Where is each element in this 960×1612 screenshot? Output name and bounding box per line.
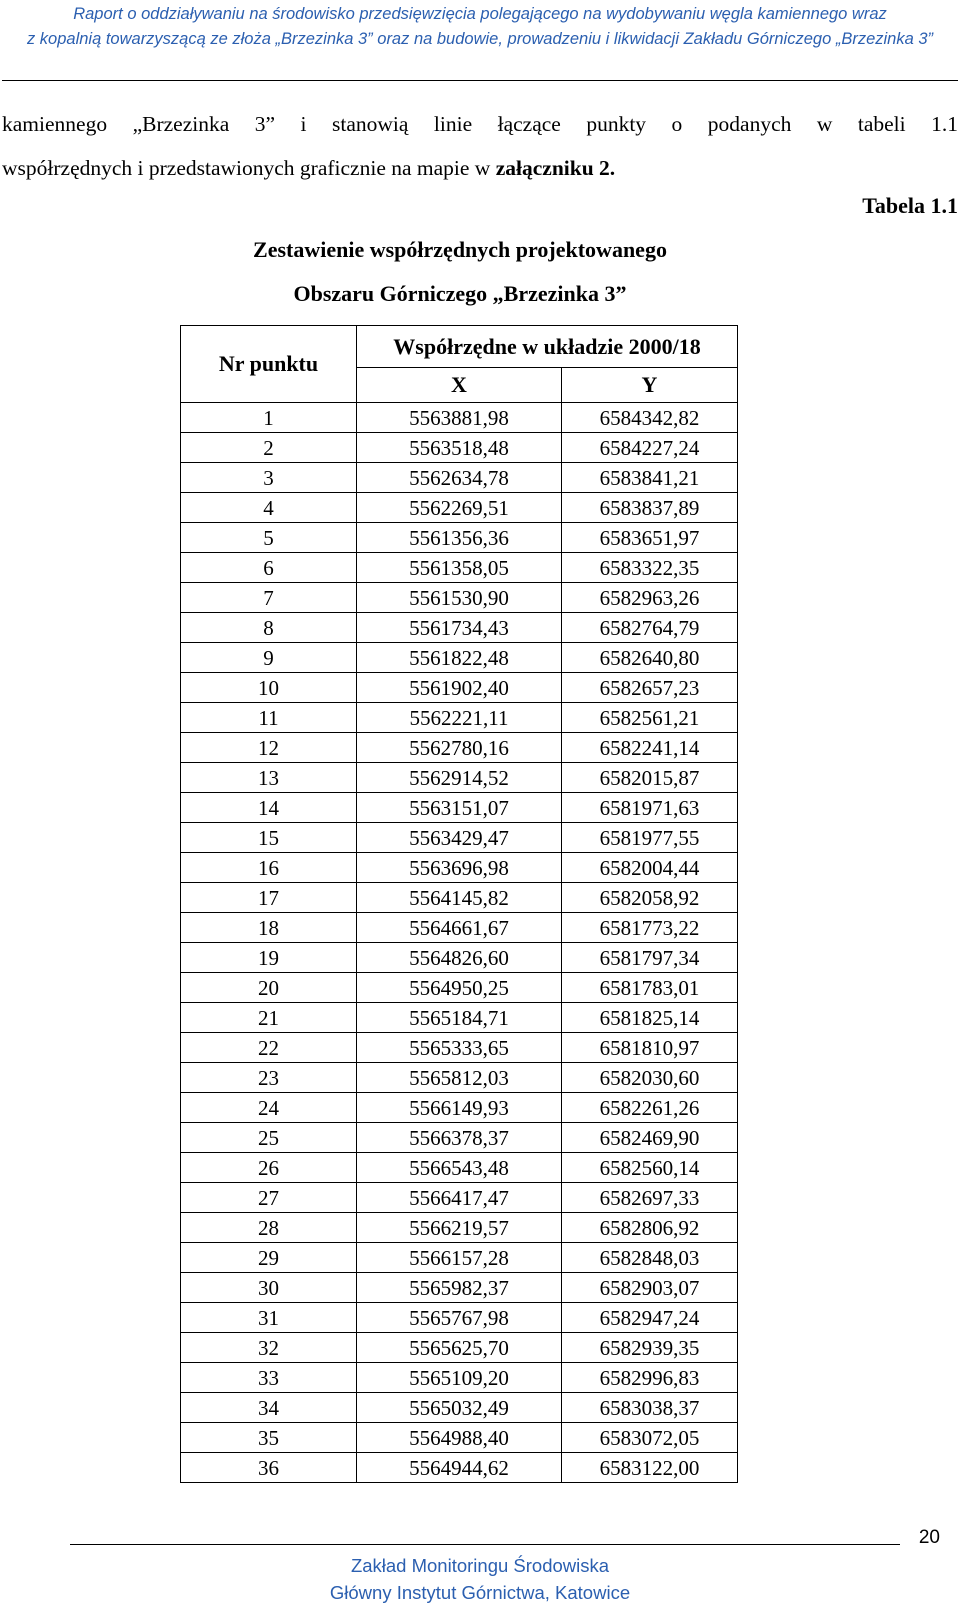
table-caption-line-2: Obszaru Górniczego „Brzezinka 3” xyxy=(293,281,627,306)
cell-x: 5566417,47 xyxy=(357,1183,562,1213)
cell-x: 5564944,62 xyxy=(357,1453,562,1483)
cell-x: 5562221,11 xyxy=(357,703,562,733)
paragraph-line-2-text: współrzędnych i przedstawionych graficznie na mapie w xyxy=(2,156,496,180)
cell-x: 5561356,36 xyxy=(357,523,562,553)
cell-y: 6582058,92 xyxy=(562,883,738,913)
cell-y: 6581797,34 xyxy=(562,943,738,973)
cell-point-number: 5 xyxy=(181,523,357,553)
table-row xyxy=(181,1243,738,1273)
cell-y: 6582030,60 xyxy=(562,1063,738,1093)
column-header-coordinates: Współrzędne w układzie 2000/18 xyxy=(357,326,738,368)
cell-point-number: 17 xyxy=(181,883,357,913)
cell-y: 6582697,33 xyxy=(562,1183,738,1213)
footer-rule xyxy=(70,1544,900,1545)
cell-y: 6583072,05 xyxy=(562,1423,738,1453)
cell-point-number: 33 xyxy=(181,1363,357,1393)
cell-y: 6582903,07 xyxy=(562,1273,738,1303)
cell-y: 6582640,80 xyxy=(562,643,738,673)
attachment-reference: załączniku 2. xyxy=(495,156,616,180)
cell-x: 5563151,07 xyxy=(357,793,562,823)
table-row xyxy=(181,403,738,433)
cell-point-number: 4 xyxy=(181,493,357,523)
cell-x: 5566149,93 xyxy=(357,1093,562,1123)
cell-y: 6582963,26 xyxy=(562,583,738,613)
cell-point-number: 25 xyxy=(181,1123,357,1153)
table-header-row xyxy=(181,326,738,368)
cell-x: 5565812,03 xyxy=(357,1063,562,1093)
cell-y: 6582806,92 xyxy=(562,1213,738,1243)
cell-y: 6584342,82 xyxy=(562,403,738,433)
table-row xyxy=(181,1153,738,1183)
table-row xyxy=(181,1273,738,1303)
cell-y: 6582241,14 xyxy=(562,733,738,763)
cell-y: 6582657,23 xyxy=(562,673,738,703)
cell-x: 5561902,40 xyxy=(357,673,562,703)
cell-x: 5566219,57 xyxy=(357,1213,562,1243)
footer-line-2: Główny Instytut Górnictwa, Katowice xyxy=(329,1582,631,1603)
table-row xyxy=(181,1063,738,1093)
coordinates-table xyxy=(180,325,738,1483)
paragraph-line-2 xyxy=(2,146,958,190)
cell-y: 6583122,00 xyxy=(562,1453,738,1483)
cell-x: 5563429,47 xyxy=(357,823,562,853)
cell-x: 5565625,70 xyxy=(357,1333,562,1363)
table-row xyxy=(181,943,738,973)
cell-y: 6581825,14 xyxy=(562,1003,738,1033)
cell-y: 6583837,89 xyxy=(562,493,738,523)
cell-point-number: 23 xyxy=(181,1063,357,1093)
cell-x: 5564826,60 xyxy=(357,943,562,973)
cell-point-number: 15 xyxy=(181,823,357,853)
cell-y: 6581773,22 xyxy=(562,913,738,943)
cell-point-number: 32 xyxy=(181,1333,357,1363)
cell-y: 6583651,97 xyxy=(562,523,738,553)
cell-y: 6581783,01 xyxy=(562,973,738,1003)
column-header-y: Y xyxy=(562,368,738,403)
table-row xyxy=(181,703,738,733)
cell-point-number: 11 xyxy=(181,703,357,733)
body-paragraph xyxy=(2,102,958,190)
table-row xyxy=(181,493,738,523)
paragraph-line-1: kamiennego „Brzezinka 3” i stanowią linie łączące punkty o podanych w tabeli 1.1 xyxy=(2,112,958,136)
table-row xyxy=(181,733,738,763)
table-row xyxy=(181,433,738,463)
cell-y: 6581971,63 xyxy=(562,793,738,823)
cell-x: 5565982,37 xyxy=(357,1273,562,1303)
table-row xyxy=(181,1213,738,1243)
cell-point-number: 22 xyxy=(181,1033,357,1063)
cell-y: 6582996,83 xyxy=(562,1363,738,1393)
cell-x: 5563881,98 xyxy=(357,403,562,433)
table-caption-line-1: Zestawienie współrzędnych projektowanego xyxy=(253,237,667,262)
cell-x: 5562914,52 xyxy=(357,763,562,793)
cell-point-number: 8 xyxy=(181,613,357,643)
cell-x: 5565109,20 xyxy=(357,1363,562,1393)
cell-point-number: 13 xyxy=(181,763,357,793)
cell-point-number: 7 xyxy=(181,583,357,613)
cell-point-number: 30 xyxy=(181,1273,357,1303)
cell-point-number: 6 xyxy=(181,553,357,583)
cell-x: 5561530,90 xyxy=(357,583,562,613)
cell-x: 5564661,67 xyxy=(357,913,562,943)
cell-y: 6582561,21 xyxy=(562,703,738,733)
cell-point-number: 27 xyxy=(181,1183,357,1213)
cell-point-number: 29 xyxy=(181,1243,357,1273)
table-row xyxy=(181,1183,738,1213)
page-footer xyxy=(0,1552,960,1606)
cell-point-number: 16 xyxy=(181,853,357,883)
table-row xyxy=(181,1363,738,1393)
cell-point-number: 10 xyxy=(181,673,357,703)
cell-x: 5563518,48 xyxy=(357,433,562,463)
table-row xyxy=(181,1453,738,1483)
cell-y: 6582939,35 xyxy=(562,1333,738,1363)
cell-y: 6583322,35 xyxy=(562,553,738,583)
table-row xyxy=(181,1423,738,1453)
cell-point-number: 19 xyxy=(181,943,357,973)
page-header xyxy=(0,2,960,52)
cell-point-number: 36 xyxy=(181,1453,357,1483)
cell-y: 6582469,90 xyxy=(562,1123,738,1153)
table-row xyxy=(181,1033,738,1063)
column-header-point: Nr punktu xyxy=(181,326,357,403)
cell-x: 5564950,25 xyxy=(357,973,562,1003)
cell-x: 5566378,37 xyxy=(357,1123,562,1153)
cell-y: 6582261,26 xyxy=(562,1093,738,1123)
table-row xyxy=(181,613,738,643)
cell-y: 6582764,79 xyxy=(562,613,738,643)
table-body xyxy=(181,403,738,1483)
cell-x: 5566543,48 xyxy=(357,1153,562,1183)
cell-x: 5565333,65 xyxy=(357,1033,562,1063)
table-row xyxy=(181,1003,738,1033)
cell-x: 5561822,48 xyxy=(357,643,562,673)
cell-x: 5565032,49 xyxy=(357,1393,562,1423)
cell-y: 6582015,87 xyxy=(562,763,738,793)
cell-y: 6582947,24 xyxy=(562,1303,738,1333)
table-row xyxy=(181,643,738,673)
cell-x: 5564145,82 xyxy=(357,883,562,913)
cell-x: 5563696,98 xyxy=(357,853,562,883)
table-row xyxy=(181,673,738,703)
column-header-x: X xyxy=(357,368,562,403)
table-row xyxy=(181,973,738,1003)
cell-point-number: 3 xyxy=(181,463,357,493)
table-row xyxy=(181,793,738,823)
cell-point-number: 28 xyxy=(181,1213,357,1243)
cell-y: 6583841,21 xyxy=(562,463,738,493)
cell-point-number: 24 xyxy=(181,1093,357,1123)
table-row xyxy=(181,1333,738,1363)
cell-point-number: 9 xyxy=(181,643,357,673)
cell-y: 6584227,24 xyxy=(562,433,738,463)
cell-x: 5565767,98 xyxy=(357,1303,562,1333)
cell-y: 6582004,44 xyxy=(562,853,738,883)
cell-point-number: 12 xyxy=(181,733,357,763)
cell-x: 5564988,40 xyxy=(357,1423,562,1453)
cell-point-number: 20 xyxy=(181,973,357,1003)
cell-point-number: 31 xyxy=(181,1303,357,1333)
cell-point-number: 26 xyxy=(181,1153,357,1183)
cell-x: 5566157,28 xyxy=(357,1243,562,1273)
cell-x: 5561734,43 xyxy=(357,613,562,643)
cell-point-number: 21 xyxy=(181,1003,357,1033)
table-row xyxy=(181,583,738,613)
table-row xyxy=(181,883,738,913)
page-number: 20 xyxy=(918,1527,940,1548)
table-row xyxy=(181,523,738,553)
cell-y: 6582560,14 xyxy=(562,1153,738,1183)
cell-x: 5565184,71 xyxy=(357,1003,562,1033)
cell-point-number: 14 xyxy=(181,793,357,823)
cell-y: 6581810,97 xyxy=(562,1033,738,1063)
cell-x: 5562634,78 xyxy=(357,463,562,493)
cell-point-number: 18 xyxy=(181,913,357,943)
table-row xyxy=(181,1393,738,1423)
header-line-2: z kopalnią towarzyszącą ze złoża „Brzezinka 3” oraz na budowie, prowadzeniu i likwidacji Zakładu Górniczego „Brzezinka 3” xyxy=(26,30,934,48)
cell-x: 5562269,51 xyxy=(357,493,562,523)
header-rule xyxy=(2,80,958,81)
cell-point-number: 2 xyxy=(181,433,357,463)
table-row xyxy=(181,463,738,493)
table-row xyxy=(181,763,738,793)
footer-line-1: Zakład Monitoringu Środowiska xyxy=(350,1555,610,1576)
cell-x: 5562780,16 xyxy=(357,733,562,763)
table-label: Tabela 1.1 xyxy=(862,193,958,218)
table-row xyxy=(181,853,738,883)
cell-point-number: 35 xyxy=(181,1423,357,1453)
table-row xyxy=(181,913,738,943)
table-row xyxy=(181,1123,738,1153)
cell-y: 6583038,37 xyxy=(562,1393,738,1423)
table-row xyxy=(181,1303,738,1333)
table-row xyxy=(181,553,738,583)
cell-y: 6582848,03 xyxy=(562,1243,738,1273)
table-row xyxy=(181,823,738,853)
table-row xyxy=(181,1093,738,1123)
cell-point-number: 1 xyxy=(181,403,357,433)
cell-x: 5561358,05 xyxy=(357,553,562,583)
header-line-1: Raport o oddziaływaniu na środowisko przedsięwzięcia polegającego na wydobywaniu węgla kamiennego wraz xyxy=(73,5,887,23)
cell-y: 6581977,55 xyxy=(562,823,738,853)
cell-point-number: 34 xyxy=(181,1393,357,1423)
